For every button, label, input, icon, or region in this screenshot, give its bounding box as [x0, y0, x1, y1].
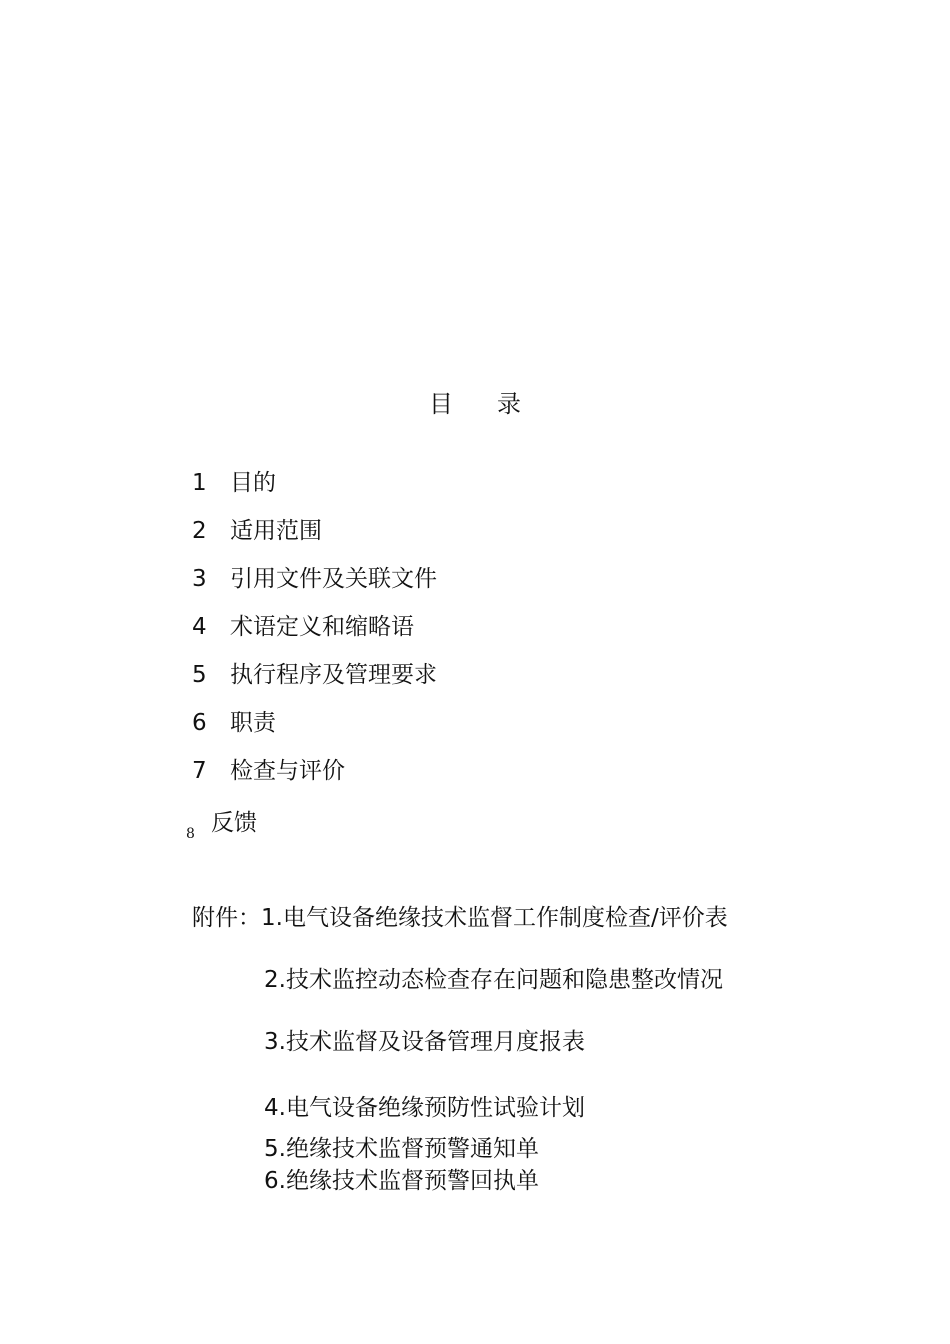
- toc-item-number: 5: [192, 662, 207, 688]
- toc-item-label: 执行程序及管理要求: [230, 662, 437, 688]
- attachment-item-5[interactable]: 5.绝缘技术监督预警通知单: [264, 1136, 539, 1162]
- toc-title: [0, 388, 950, 420]
- toc-item-4[interactable]: [192, 610, 437, 658]
- toc-title-part2: 录: [497, 390, 521, 418]
- toc-item-number: 4: [192, 614, 207, 640]
- attachment-item-2[interactable]: 2.技术监控动态检查存在问题和隐患整改情况: [264, 967, 723, 993]
- toc-item-number: 2: [192, 518, 207, 544]
- toc-item-2[interactable]: [192, 514, 437, 562]
- toc-item-number: 1: [192, 470, 207, 496]
- toc-title-part1: 目: [429, 390, 453, 418]
- toc-item-label: 职责: [230, 710, 276, 736]
- attachment-line-1[interactable]: [192, 902, 728, 934]
- toc-item-label: 术语定义和缩略语: [230, 614, 414, 640]
- toc-item-number: 6: [192, 710, 207, 736]
- toc-item-6[interactable]: [192, 706, 437, 754]
- attachment-item-3[interactable]: 3.技术监督及设备管理月度报表: [264, 1029, 585, 1055]
- toc-item-label: 引用文件及关联文件: [230, 566, 437, 592]
- toc-item-8[interactable]: [186, 806, 257, 851]
- toc-item-label: 检查与评价: [230, 758, 345, 784]
- toc-item-label: 目的: [230, 470, 276, 496]
- toc-item-number: 3: [192, 566, 207, 592]
- toc-item-3[interactable]: [192, 562, 437, 610]
- toc-item-number: 7: [192, 758, 207, 784]
- attachment-item-6[interactable]: 6.绝缘技术监督预警回执单: [264, 1168, 539, 1194]
- toc-item-7[interactable]: [192, 754, 437, 802]
- toc-item-1[interactable]: [192, 466, 437, 514]
- toc-item-5[interactable]: [192, 658, 437, 706]
- attachment-item: 1.电气设备绝缘技术监督工作制度检查/评价表: [261, 905, 728, 931]
- toc-item-label: 反馈: [211, 810, 257, 836]
- attachment-item-4[interactable]: 4.电气设备绝缘预防性试验计划: [264, 1095, 585, 1121]
- attachments-label: 附件：: [192, 905, 261, 931]
- table-of-contents: [192, 466, 437, 802]
- toc-item-label: 适用范围: [230, 518, 322, 544]
- toc-item-number: 8: [186, 826, 195, 842]
